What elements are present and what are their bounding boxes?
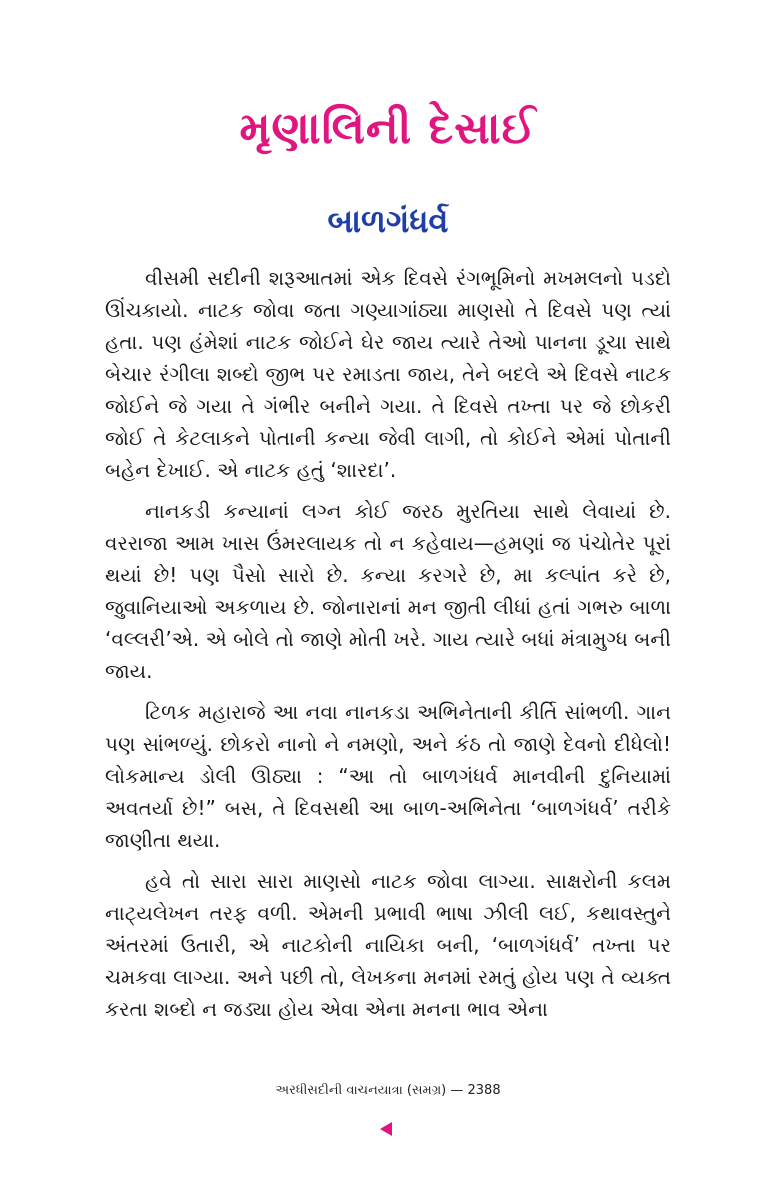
chapter-title: બાળગંધર્વ bbox=[327, 202, 449, 240]
paragraph: નાનકડી કન્યાનાં લગ્ન કોઈ જરઠ મુરતિયા સાથે લેવાયાં છે. વરરાજા આમ ખાસ ઉંમરલાયક તો ન કહેવાય—હમણાં જ પંચોતેર પૂરાં થયાં છે! પણ પૈસો સારો છે. કન્યા કરગરે છે, મા કલ્પાંત કરે છે, જુવાનિયાઓ અકળાય છે. જોનારાનાં મન જીતી લીધાં હતાં ગભરુ બાળા ‘વલ્લરી’એ. એ બોલે તો જાણે મોતી ખરે. ગાય ત્યારે બધાં મંત્રામુગ્ધ બની જાય. bbox=[105, 499, 671, 683]
page-footer: અરધીસદીની વાચનયાત્રા (સમગ્ર) — 2388 bbox=[275, 1083, 501, 1098]
previous-page-icon[interactable] bbox=[380, 1122, 392, 1136]
paragraph: વીસમી સદીની શરૂઆતમાં એક દિવસે રંગભૂમિનો મખમલનો પડદો ઊંચકાયો. નાટક જોવા જતા ગણ્યાગાંઠ્યા માણસો તે દિવસે પણ ત્યાં હતા. પણ હંમેશાં નાટક જોઈને ઘેર જાય ત્યારે તેઓ પાનના ડૂચા સાથે બેચાર રંગીલા શબ્દો જીભ પર રમાડતા જાય, તેને બદલે એ દિવસે નાટક જોઈને જે ગયા તે ગંભીર બનીને ગયા. તે દિવસે તખ્તા પર જે છોકરી જોઈ તે કેટલાકને પોતાની કન્યા જેવી લાગી, તો કોઈને એમાં પોતાની બહેન દેખાઈ. એ નાટક હતું ‘શારદા’. bbox=[105, 266, 671, 482]
body-text bbox=[105, 262, 671, 1034]
paragraph: હવે તો સારા સારા માણસો નાટક જોવા લાગ્યા. સાક્ષરોની કલમ નાટ્યલેખન તરફ વળી. એમની પ્રભાવી ભાષા ઝીલી લઈ, કથાવસ્તુને અંતરમાં ઉતારી, એ નાટકોની નાયિકા બની, ‘બાળગંધર્વ’ તખ્તા પર ચમકવા લાગ્યા. અને પછી તો, લેખકના મનમાં રમતું હોય પણ તે વ્યક્ત કરતા શબ્દો ન જડ્યા હોય એવા એના મનના ભાવ એના bbox=[105, 869, 671, 1021]
paragraph: ટિળક મહારાજે આ નવા નાનકડા અભિનેતાની કીર્તિ સાંભળી. ગાન પણ સાંભળ્યું. છોકરો નાનો ને નમણો, અને કંઠ તો જાણે દેવનો દીધેલો! લોકમાન્ય ડોલી ઊઠ્યા : “આ તો બાળગંધર્વ માનવીની દુનિયામાં અવતર્યા છે!” બસ, તે દિવસથી આ બાળ-અભિનેતા ‘બાળગંધર્વ’ તરીકે જાણીતા થયા. bbox=[105, 700, 671, 852]
author-heading: મૃણાલિની દેસાઈ bbox=[239, 103, 537, 154]
